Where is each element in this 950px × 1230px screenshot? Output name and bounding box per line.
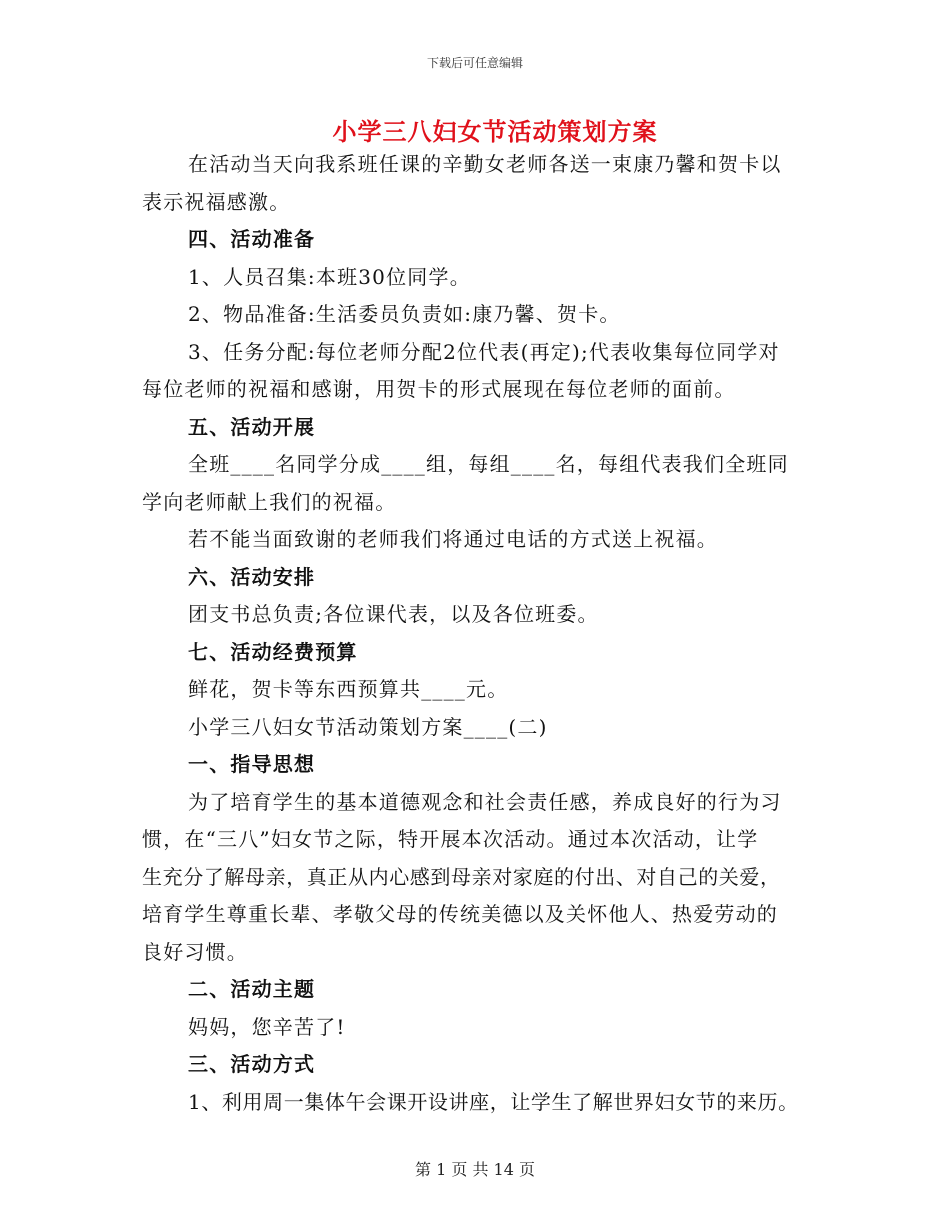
paragraph-line: 良好习惯。 xyxy=(142,939,248,964)
paragraph-line: 惯，在“三八”妇女节之际，特开展本次活动。通过本次活动，让学 xyxy=(142,827,759,851)
paragraph-line: 表示祝福感激。 xyxy=(142,189,291,214)
section-heading: 一、指导思想 xyxy=(188,752,316,776)
subtitle-line: 小学三八妇女节活动策划方案____(二) xyxy=(188,714,548,739)
paragraph-line: 全班____名同学分成____组，每组____名，每组代表我们全班同 xyxy=(188,452,789,476)
paragraph-line: 团支书总负责;各位课代表，以及各位班委。 xyxy=(188,602,599,626)
section-heading: 七、活动经费预算 xyxy=(188,639,358,664)
paragraph-line: 培育学生尊重长辈、孝敬父母的传统美德以及关怀他人、热爱劳动的 xyxy=(142,902,778,926)
paragraph-line: 每位老师的祝福和感谢，用贺卡的形式展现在每位老师的面前。 xyxy=(142,377,736,401)
page-number: 第 1 页 共 14 页 xyxy=(415,1160,535,1179)
paragraph-line: 鲜花，贺卡等东西预算共____元。 xyxy=(188,677,509,701)
paragraph-line: 2、物品准备:生活委员负责如:康乃馨、贺卡。 xyxy=(188,302,621,326)
paragraph-line: 1、利用周一集体午会课开设讲座，让学生了解世界妇女节的来历。 xyxy=(188,1089,799,1114)
paragraph-line: 若不能当面致谢的老师我们将通过电话的方式送上祝福。 xyxy=(188,527,718,551)
paragraph-line: 1、人员召集:本班30位同学。 xyxy=(188,264,471,289)
paragraph-line: 妈妈，您辛苦了! xyxy=(188,1014,346,1039)
section-heading: 四、活动准备 xyxy=(188,227,316,251)
paragraph-line: 生充分了解母亲，真正从内心感到母亲对家庭的付出、对自己的关爱， xyxy=(142,864,781,889)
document-body xyxy=(142,146,822,1121)
paragraph-line: 学向老师献上我们的祝福。 xyxy=(142,489,397,514)
section-heading: 五、活动开展 xyxy=(188,414,316,439)
section-heading: 三、活动方式 xyxy=(188,1052,316,1076)
paragraph-line: 为了培育学生的基本道德观念和社会责任感，养成良好的行为习 xyxy=(188,789,782,814)
section-heading: 六、活动安排 xyxy=(188,564,316,589)
paragraph-line: 3、任务分配:每位老师分配2位代表(再定);代表收集每位同学对 xyxy=(188,339,780,364)
paragraph-line: 在活动当天向我系班任课的辛勤女老师各送一束康乃馨和贺卡以 xyxy=(188,152,782,176)
header-note: 下载后可任意编辑 xyxy=(426,56,523,70)
document-title: 小学三八妇女节活动策划方案 xyxy=(332,117,658,146)
section-heading: 二、活动主题 xyxy=(188,977,316,1001)
